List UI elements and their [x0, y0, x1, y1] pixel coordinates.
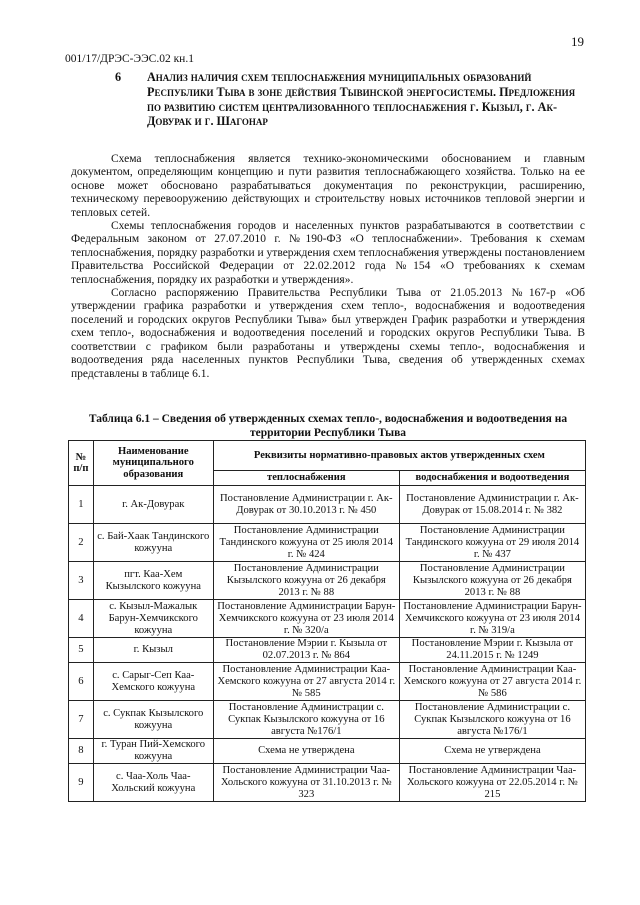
table-row [69, 600, 586, 638]
cell-name: с. Сарыг-Сеп Каа-Хемского кожууна [93, 663, 213, 701]
cell-name: г. Ак-Довурак [93, 486, 213, 524]
cell-num: 6 [69, 663, 94, 701]
cell-num: 9 [69, 764, 94, 802]
table-row [69, 638, 586, 663]
cell-name: г. Кызыл [93, 638, 213, 663]
cell-num: 1 [69, 486, 94, 524]
cell-heat: Постановление Мэрии г. Кызыла от 02.07.2013 г. № 864 [213, 638, 399, 663]
table-row [69, 562, 586, 600]
cell-water: Постановление Мэрии г. Кызыла от 24.11.2015 г. № 1249 [399, 638, 585, 663]
section-title: Анализ наличия схем теплоснабжения муниципальных образований Республики Тыва в зоне действия Тывинской энергосистемы. Предложения по развитию систем централизованного теплоснабжения г. Кызыл, г. Ак-Довурак и г. Шагонар [147, 70, 576, 129]
page-number: 19 [571, 34, 584, 49]
schemes-table [68, 440, 586, 802]
document-id: 001/17/ДРЭС-ЭЭС.02 кн.1 [65, 53, 194, 65]
cell-heat: Постановление Администрации Тандинского кожууна от 25 июля 2014 г. № 424 [213, 524, 399, 562]
paragraph: Схемы теплоснабжения городов и населенных пунктов разрабатываются в соответствии с Федеральным законом от 27.07.2010 г. №190-ФЗ «О теплоснабжении». Требования к схемам теплоснабжения, порядку разработки и утверждения схем теплоснабжения утверждены постановлением Правительства Российской Федерации от 22.02.2012 года №154 «О требованиях к схемам теплоснабжения, порядку их разработки и утверждения». [71, 220, 585, 286]
body-text [71, 153, 585, 381]
table-row [69, 663, 586, 701]
header-water: водоснабжения и водоотведения [399, 471, 585, 486]
header-name: Наименование муниципального образования [93, 441, 213, 486]
table-row [69, 764, 586, 802]
paragraph: Согласно распоряжению Правительства Республики Тыва от 21.05.2013 №167-р «Об утверждении графика разработки и утверждения схем тепло-, водоснабжения и водоотведения поселений и городских округов Республики Тыва» был утвержден График разработки и утверждения схем тепло-, водоснабжения и водоотведения поселений и городских округов Республики Тыва. В соответствии с графиком были разработаны и утверждены схемы тепло-, водоснабжения и водоотведения ряда населенных пунктов Республики Тыва, сведения об утвержденных схемах представлены в таблице 6.1. [71, 287, 585, 380]
section-heading [115, 70, 585, 129]
cell-water: Постановление Администрации Барун-Хемчикского кожууна от 23 июля 2014 г. № 319/а [399, 600, 585, 638]
table-row [69, 486, 586, 524]
cell-water: Постановление Администрации Тандинского кожууна от 29 июля 2014 г. № 437 [399, 524, 585, 562]
cell-name: с. Кызыл-Мажалык Барун-Хемчикского кожууна [93, 600, 213, 638]
cell-water: Постановление Администрации Кызылского кожууна от 26 декабря 2013 г. № 88 [399, 562, 585, 600]
cell-heat: Постановление Администрации Барун-Хемчикского кожууна от 23 июля 2014 г. № 320/а [213, 600, 399, 638]
cell-name: пгт. Каа-Хем Кызылского кожууна [93, 562, 213, 600]
cell-name: с. Сукпак Кызылского кожууна [93, 701, 213, 739]
cell-water: Схема не утверждена [399, 739, 585, 764]
cell-heat: Постановление Администрации Кызылского кожууна от 26 декабря 2013 г. № 88 [213, 562, 399, 600]
cell-water: Постановление Администрации с. Сукпак Кызылского кожууна от 16 августа №176/1 [399, 701, 585, 739]
cell-num: 2 [69, 524, 94, 562]
cell-heat: Постановление Администрации Каа-Хемского кожууна от 27 августа 2014 г. № 585 [213, 663, 399, 701]
cell-name: с. Бай-Хаак Тандинского кожууна [93, 524, 213, 562]
cell-num: 3 [69, 562, 94, 600]
cell-water: Постановление Администрации Чаа-Хольского кожууна от 22.05.2014 г. № 215 [399, 764, 585, 802]
cell-heat: Постановление Администрации Чаа-Хольского кожууна от 31.10.2013 г. № 323 [213, 764, 399, 802]
cell-water: Постановление Администрации Каа-Хемского кожууна от 27 августа 2014 г. № 586 [399, 663, 585, 701]
cell-name: г. Туран Пий-Хемского кожууна [93, 739, 213, 764]
header-num: № п/п [69, 441, 94, 486]
cell-num: 8 [69, 739, 94, 764]
table-row [69, 701, 586, 739]
cell-name: с. Чаа-Холь Чаа-Хольский кожууна [93, 764, 213, 802]
table-row [69, 739, 586, 764]
cell-num: 5 [69, 638, 94, 663]
cell-water: Постановление Администрации г. Ак-Довурак от 15.08.2014 г. № 382 [399, 486, 585, 524]
section-number: 6 [115, 70, 122, 84]
paragraph: Схема теплоснабжения является технико-экономическими обоснованием и главным документом, определяющим концепцию и пути развития теплоснабжающего хозяйства. Только на ее основе может обосновано разрабатываться документация по реконструкции, расширению, техническому перевооружению действующих и строительству новых источников тепловой энергии и тепловых сетей. [71, 153, 585, 219]
cell-heat: Постановление Администрации с. Сукпак Кызылского кожууна от 16 августа №176/1 [213, 701, 399, 739]
cell-num: 4 [69, 600, 94, 638]
header-heat: теплоснабжения [213, 471, 399, 486]
header-requisites: Реквизиты нормативно-правовых актов утвержденных схем [213, 441, 585, 471]
cell-num: 7 [69, 701, 94, 739]
table-caption: Таблица 6.1 – Сведения об утвержденных схемах тепло-, водоснабжения и водоотведения на территории Республики Тыва [88, 413, 568, 439]
cell-heat: Постановление Администрации г. Ак-Довурак от 30.10.2013 г. № 450 [213, 486, 399, 524]
table-row [69, 524, 586, 562]
cell-heat: Схема не утверждена [213, 739, 399, 764]
